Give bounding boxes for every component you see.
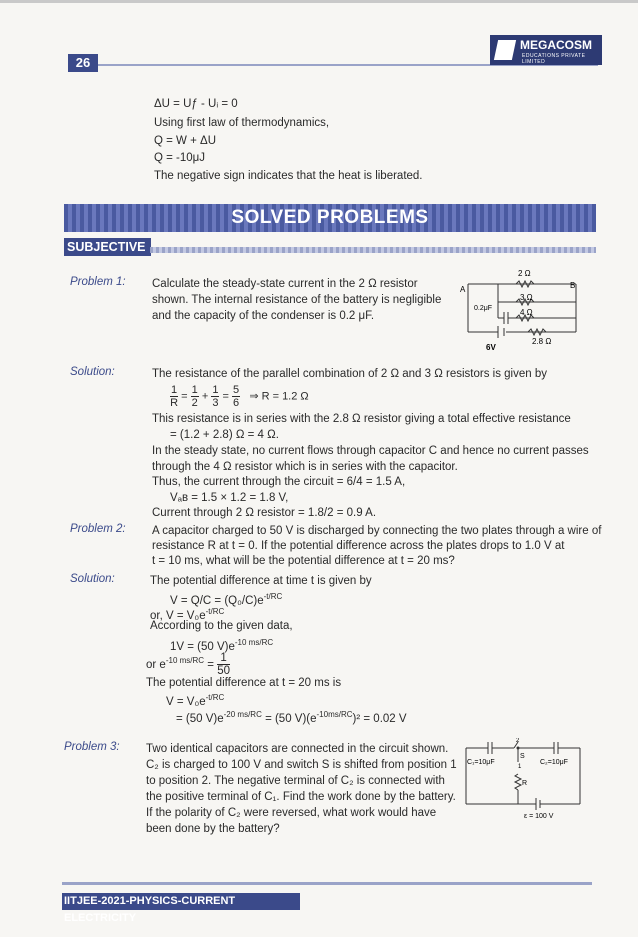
logo-name: MEGACOSM (520, 38, 592, 52)
section-rule (150, 247, 596, 253)
emf-label: ε = 100 V (524, 813, 554, 820)
fraction: $\frac{5}{6}$ (233, 384, 240, 409)
solution-1-text: Thus, the current through the circuit = 6/4 = 1.5 A, (152, 476, 406, 488)
problem-3-text: If the polarity of C₂ were reversed, what work would have (146, 807, 437, 819)
parallel-equation: $\frac{1}{R}$ = $\frac{1}{2}$ + $\frac{1}{3}$ = $\frac{5}{6}$ ⇒ R = 1.2 Ω (170, 384, 309, 409)
solution-2-text: The potential difference at time t is given by (150, 575, 372, 587)
equation-result: ⇒ R = 1.2 Ω (249, 390, 309, 403)
solution-2-eq: 1V = (50 $V)e^{-10 ms/RC}$ (170, 638, 274, 653)
solution-1-text: through the 4 Ω resistor which is in series with the capacitor. (152, 461, 458, 473)
solution-1-label: Solution: (70, 366, 115, 378)
problem-2-label: Problem 2: (70, 523, 126, 535)
intro-line: Q = W + ΔU (154, 135, 216, 147)
problem-2-text: t = 10 ms, what will be the potential difference at t = 20 ms? (152, 555, 455, 567)
problem-2-text: A capacitor charged to 50 V is discharged by connecting the two plates through a wire of (152, 525, 602, 537)
capacitor-label: 0.2μF (474, 305, 493, 312)
fraction: $\frac{1}{R}$ (170, 384, 179, 409)
intro-line: ΔU = Uƒ - Uᵢ = 0 (154, 98, 238, 110)
footer-label: IITJEE-2021-PHYSICS-CURRENT ELECTRICITY (62, 893, 300, 910)
solution-2-label: Solution: (70, 573, 115, 585)
solution-1-text: = (1.2 + 2.8) Ω = 4 Ω. (170, 429, 279, 441)
resistor-3-label: 3 Ω (520, 293, 533, 302)
top-rule (0, 0, 638, 3)
solution-2-text: The potential difference at t = 20 ms is (146, 677, 342, 689)
logo-tagline: EDUCATIONS PRIVATE LIMITED (522, 53, 586, 65)
resistor-28-label: 2.8 Ω (532, 337, 552, 346)
solution-2-eq: $V = Q/C = (Q_0/C)e^{-t/RC}$ (170, 592, 283, 607)
problem-3-text: Two identical capacitors are connected in the circuit shown. (146, 743, 449, 755)
position-1-label: 1 (518, 764, 522, 770)
c1-label: C₁=10μF (467, 759, 495, 766)
megacosm-logo (490, 35, 602, 65)
solution-2-eq: or $e^{-10 ms/RC}$ = $\frac{1}{50}$ (146, 652, 230, 678)
switch-node (517, 747, 520, 750)
problem-3-text: been done by the battery? (146, 823, 280, 835)
problem-1-label: Problem 1: (70, 276, 126, 288)
solution-2-eq: or, $V = V_0e^{-t/RC}$ (150, 607, 225, 622)
problem-3-text: C₂ is charged to 100 V and switch S is shifted from position 1 (146, 759, 457, 771)
fraction: $\frac{1}{2}$ (191, 384, 198, 409)
problem-3-circuit (462, 738, 590, 822)
resistor-2-label: 2 Ω (518, 269, 531, 278)
problem-1-text: and the capacity of the condenser is 0.2 μF. (152, 310, 375, 322)
banner-title: SOLVED PROBLEMS (231, 207, 429, 228)
problem-2-text: resistance R at t = 0. If the potential difference across the plates drops to 1.0 V at (152, 540, 565, 552)
problem-3-text: the positive terminal of C₁. Find the work done by the battery. (146, 791, 456, 803)
solved-problems-banner (64, 204, 596, 232)
resistor-4-label: 4 Ω (520, 308, 533, 317)
position-2-label: 2 (516, 738, 520, 744)
problem-1-text: Calculate the steady-state current in the 2 Ω resistor (152, 278, 418, 290)
solution-1-text: The resistance of the parallel combination of 2 Ω and 3 Ω resistors is given by (152, 368, 547, 380)
node-a-label: A (460, 285, 466, 294)
solution-2-eq: = (50 $V)e^{-20 ms/RC} = (50$ $V)(e^{-10ms/RC})^2 = 0.02$ V (176, 710, 407, 725)
fraction: $\frac{1}{50}$ (217, 652, 230, 678)
fraction: $\frac{1}{3}$ (212, 384, 219, 409)
battery-label: 6V (486, 343, 496, 352)
problem-1-text: shown. The internal resistance of the battery is negligible (152, 294, 442, 306)
solution-1-text: Vₐʙ = 1.5 × 1.2 = 1.8 V, (170, 492, 289, 504)
intro-line: Q = -10μJ (154, 152, 206, 164)
problem-3-label: Problem 3: (64, 741, 120, 753)
solution-1-text: Current through 2 Ω resistor = 1.8/2 = 0.9 A. (152, 507, 377, 519)
solution-2-eq: $V = V_0e^{-t/RC}$ (166, 693, 225, 708)
resistor-label: R (522, 780, 528, 787)
solution-1-text: In the steady state, no current flows through capacitor C and hence no current passes (152, 445, 589, 457)
solution-2-text: According to the given data, (150, 620, 293, 632)
intro-line: Using first law of thermodynamics, (154, 117, 330, 129)
intro-line: The negative sign indicates that the heat is liberated. (154, 170, 423, 182)
switch-label: S (520, 753, 525, 760)
node-b-label: B (570, 281, 576, 290)
page-number: 26 (68, 54, 98, 72)
problem-3-text: to position 2. The negative terminal of C₂ is connected with (146, 775, 445, 787)
section-label: SUBJECTIVE (64, 238, 151, 256)
logo-mark-icon (494, 40, 516, 60)
footer-rule (62, 882, 592, 885)
problem-1-circuit (456, 262, 586, 354)
c2-label: C₂=10μF (540, 759, 568, 766)
solution-1-text: This resistance is in series with the 2.8 Ω resistor giving a total effective resistance (152, 413, 571, 425)
